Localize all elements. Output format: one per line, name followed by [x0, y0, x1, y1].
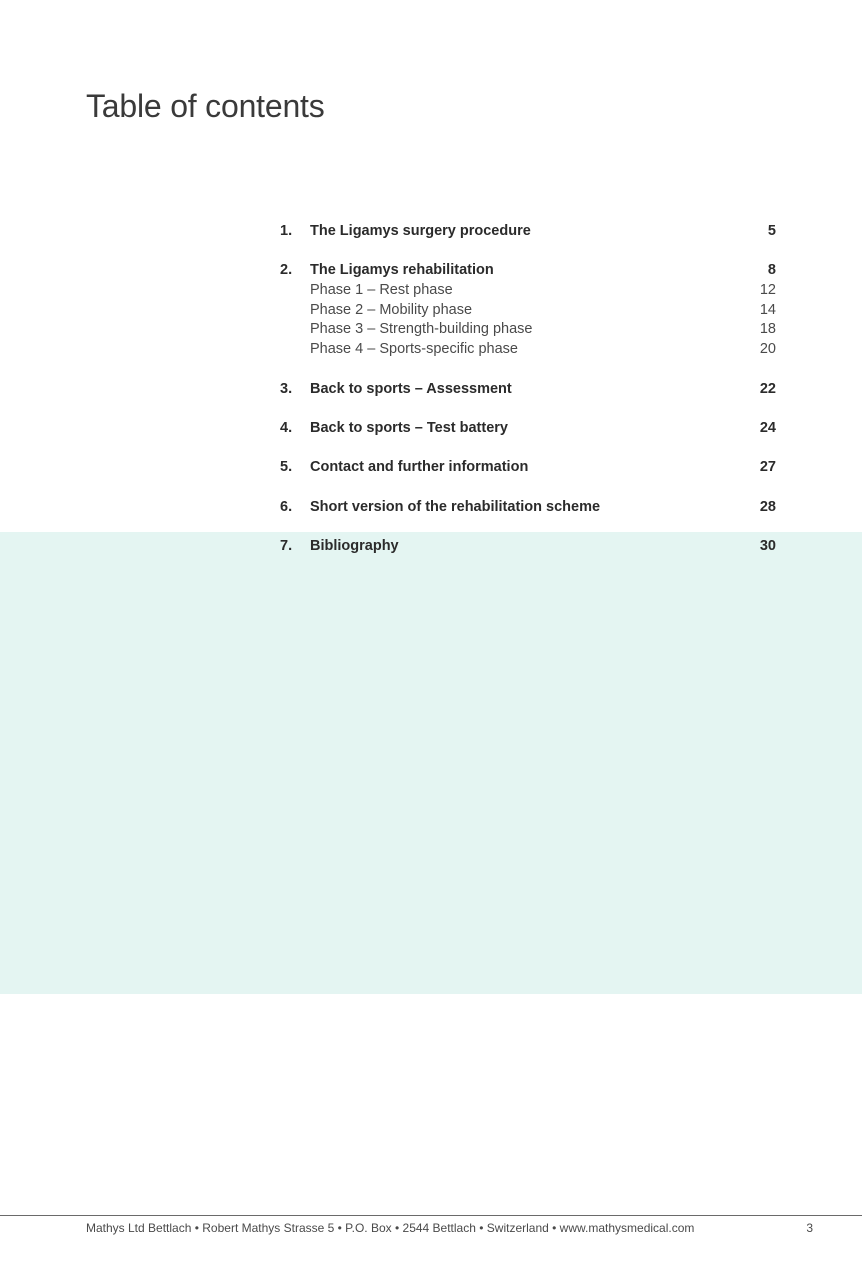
toc-item-heading: [280, 261, 494, 281]
toc-item-heading: [280, 380, 512, 400]
toc-subitem-page: 12: [759, 282, 776, 299]
toc-item-row[interactable]: [280, 537, 776, 557]
toc-subitem-title: Phase 4 – Sports-specific phase: [310, 341, 518, 358]
toc-item-title: The Ligamys rehabilitation: [310, 262, 494, 279]
toc-item-page: 5: [767, 223, 776, 239]
table-of-contents: [280, 222, 776, 576]
toc-item-title: Contact and further information: [310, 459, 529, 476]
toc-subitem-page: 20: [759, 341, 776, 358]
toc-item-title: Back to sports – Test battery: [310, 419, 508, 436]
footer-divider: [0, 1215, 862, 1216]
toc-subitem-page: 14: [759, 301, 776, 318]
toc-item-page: 30: [759, 538, 776, 554]
toc-item-heading: [280, 458, 528, 478]
toc-item-page: 8: [767, 262, 776, 279]
footer-address: Mathys Ltd Bettlach • Robert Mathys Strasse 5 • P.O. Box • 2544 Bettlach • Switzerland • www.mathysmedical.com: [86, 1221, 695, 1235]
toc-subitem-page: 18: [759, 321, 776, 338]
toc-item-heading: [280, 419, 508, 439]
toc-item-heading: [280, 222, 531, 242]
background-band: [0, 532, 862, 994]
toc-item-title: The Ligamys surgery procedure: [310, 223, 531, 239]
toc-item-title: Short version of the rehabilitation scheme: [310, 498, 601, 515]
page-title: Table of contents: [86, 88, 325, 124]
toc-item-page: 22: [759, 380, 776, 397]
toc-item-number: 5.: [280, 459, 293, 476]
toc-item-row[interactable]: [280, 498, 776, 518]
toc-item-heading: [280, 498, 600, 518]
toc-item-row[interactable]: [280, 261, 776, 281]
toc-item-row[interactable]: [280, 222, 776, 242]
toc-entry-1: [280, 222, 776, 242]
toc-entry-6: [280, 498, 776, 518]
toc-item-number: 4.: [280, 419, 293, 436]
toc-item-heading: [280, 537, 399, 557]
toc-item-number: 3.: [280, 380, 293, 397]
toc-subitem-row[interactable]: [280, 281, 776, 301]
toc-item-title: Back to sports – Assessment: [310, 380, 512, 397]
toc-entry-7: [280, 537, 776, 557]
toc-subitem-row[interactable]: [280, 340, 776, 360]
toc-item-title: Bibliography: [310, 538, 399, 554]
toc-entry-3: [280, 380, 776, 400]
toc-item-row[interactable]: [280, 419, 776, 439]
toc-item-row[interactable]: [280, 380, 776, 400]
toc-item-page: 28: [759, 498, 776, 515]
toc-item-number: 1.: [280, 223, 293, 239]
toc-subitem-row[interactable]: [280, 301, 776, 321]
toc-entry-4: [280, 419, 776, 439]
footer-page-number: 3: [806, 1221, 813, 1235]
toc-subitem-row[interactable]: [280, 320, 776, 340]
toc-entry-2: [280, 261, 776, 359]
toc-item-number: 7.: [280, 538, 293, 554]
toc-subitem-title: Phase 3 – Strength-building phase: [310, 321, 533, 338]
toc-item-page: 24: [759, 419, 776, 436]
toc-subitem-title: Phase 2 – Mobility phase: [310, 301, 473, 318]
toc-item-row[interactable]: [280, 458, 776, 478]
toc-subitem-title: Phase 1 – Rest phase: [310, 282, 453, 299]
toc-item-page: 27: [759, 459, 776, 476]
toc-item-number: 6.: [280, 498, 293, 515]
toc-item-number: 2.: [280, 262, 293, 279]
toc-entry-5: [280, 458, 776, 478]
